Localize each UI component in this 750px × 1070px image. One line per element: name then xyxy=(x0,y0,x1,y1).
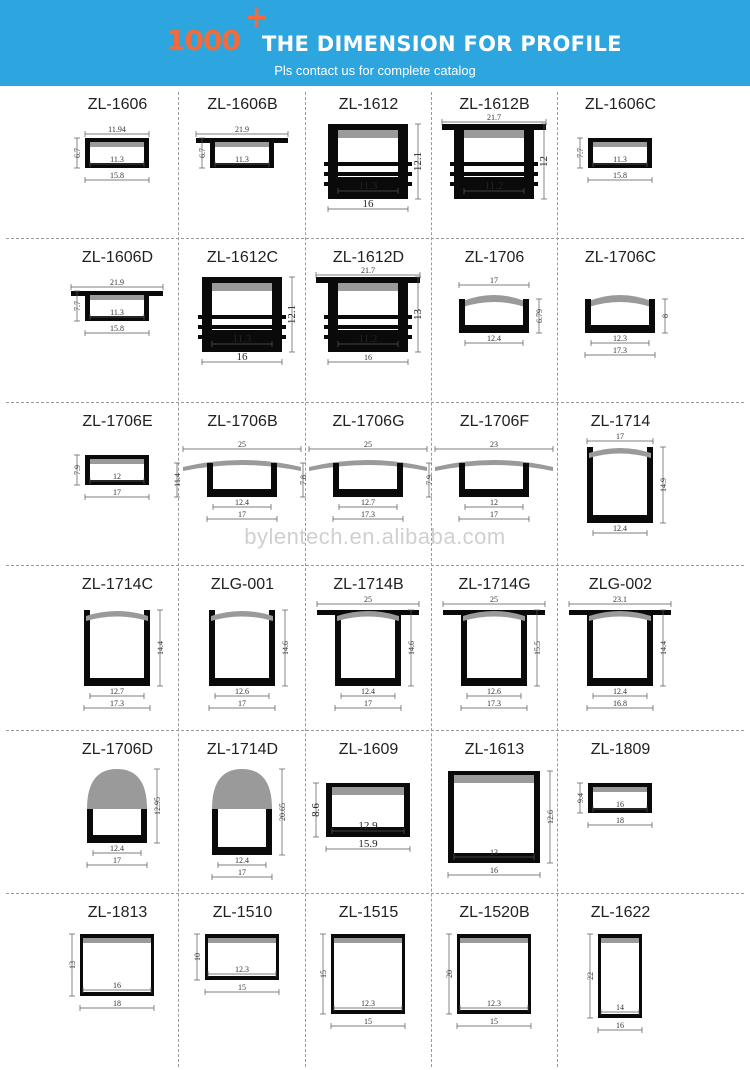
profile-drawing xyxy=(306,596,431,728)
profile-body xyxy=(335,610,401,686)
profile-drawing xyxy=(55,596,180,728)
banner-plus: + xyxy=(244,0,270,35)
profile-cell xyxy=(180,566,305,730)
profile-cell xyxy=(55,894,180,1064)
profile-name: ZL-1706F xyxy=(459,413,530,430)
dimension-label: 12 xyxy=(490,498,498,507)
profile-drawing xyxy=(55,433,180,563)
dimension-label: 16 xyxy=(616,800,624,809)
dimension-label: 11.3 xyxy=(110,155,124,164)
profile-cover xyxy=(334,938,402,943)
profile-cover xyxy=(90,295,144,300)
profile-cover xyxy=(464,130,524,138)
profile-name: ZL-1515 xyxy=(338,904,399,921)
dimension-label: 16 xyxy=(113,981,121,990)
profile-body xyxy=(209,610,275,686)
dimension-label: 17.3 xyxy=(613,346,627,355)
profile-drawing xyxy=(306,761,431,891)
dimension-label: 7.9 xyxy=(425,475,434,485)
profile-name: ZL-1606 xyxy=(87,96,148,113)
dimension-label: 12 xyxy=(113,472,121,481)
profile-drawing xyxy=(432,924,557,1062)
profile-body xyxy=(84,610,150,686)
profile-drawing xyxy=(558,433,683,563)
dimension-label: 7.7 xyxy=(576,148,585,158)
dimension-label: 13 xyxy=(490,848,498,857)
profile-body xyxy=(587,447,653,523)
profile-name: ZL-1622 xyxy=(590,904,651,921)
profile-drawing xyxy=(180,269,305,400)
dimension-label: 14.9 xyxy=(659,478,668,492)
profile-drawing xyxy=(558,269,683,400)
dimension-label: 18 xyxy=(113,999,121,1008)
dimension-label: 16 xyxy=(490,866,498,875)
profile-drawing xyxy=(432,269,557,400)
profile-drawing xyxy=(306,924,431,1062)
profile-cell xyxy=(432,566,557,730)
dimension-label: 12.4 xyxy=(487,334,501,343)
profile-body xyxy=(333,463,403,497)
dimension-label: 11.3 xyxy=(110,308,124,317)
profile-cover xyxy=(212,283,272,291)
dimension-label: 21.9 xyxy=(110,278,124,287)
profile-drawing xyxy=(55,924,180,1062)
profile-drawing xyxy=(306,266,431,400)
profile-name: ZL-1706 xyxy=(464,249,525,266)
profile-cover xyxy=(183,460,301,471)
dimension-label: 15.8 xyxy=(110,324,124,333)
dimension-label: 11.2 xyxy=(484,180,504,192)
profile-body xyxy=(459,463,529,497)
dimension-label: 18 xyxy=(616,816,624,825)
profile-body xyxy=(207,463,277,497)
profile-name: ZL-1520B xyxy=(459,904,530,921)
profile-fin xyxy=(450,162,538,166)
profile-cover xyxy=(463,295,525,307)
profile-cover xyxy=(589,448,651,458)
dimension-label: 17 xyxy=(238,699,246,708)
profile-cover xyxy=(332,787,404,795)
profile-body xyxy=(587,610,653,686)
profile-cover xyxy=(215,142,269,147)
profile-cover xyxy=(601,938,639,943)
dimension-label: 17 xyxy=(490,510,498,519)
dimension-label: 16 xyxy=(616,1021,624,1030)
profile-cell xyxy=(180,894,305,1064)
dimension-label: 12.6 xyxy=(546,810,555,824)
dimension-label: 17 xyxy=(113,488,121,497)
profile-name: ZL-1706B xyxy=(207,413,278,430)
profile-cell xyxy=(306,239,431,402)
dimension-label: 12.3 xyxy=(487,999,501,1008)
profile-name: ZL-1606B xyxy=(207,96,278,113)
dimension-label: 12.7 xyxy=(110,687,124,696)
dimension-label: 25 xyxy=(364,440,372,449)
dimension-label: 25 xyxy=(364,595,372,604)
dimension-label: 17 xyxy=(616,432,624,441)
dimension-label: 13 xyxy=(68,961,77,969)
dimension-label: 14.6 xyxy=(281,641,290,655)
profile-cover xyxy=(83,938,151,943)
profile-drawing xyxy=(558,116,683,236)
profile-drawing xyxy=(558,761,683,891)
dimension-label: 11.2 xyxy=(358,333,378,345)
profile-name: ZL-1706E xyxy=(82,413,153,430)
dimension-label: 15.5 xyxy=(533,641,542,655)
profile-name: ZL-1606C xyxy=(584,96,657,113)
dimension-label: 21.7 xyxy=(487,113,501,122)
profile-cell xyxy=(558,86,683,238)
profile-cover xyxy=(90,459,144,464)
profile-cover xyxy=(460,938,528,943)
profile-cell xyxy=(558,731,683,893)
profile-cell xyxy=(306,731,431,893)
dimension-label: 11.3 xyxy=(358,180,378,192)
profile-name: ZL-1706C xyxy=(584,249,657,266)
profile-body xyxy=(461,610,527,686)
profile-fin xyxy=(450,172,538,176)
profile-cover xyxy=(435,460,553,471)
profile-cell xyxy=(558,894,683,1064)
profile-body xyxy=(87,809,147,843)
profile-name: ZLG-001 xyxy=(210,576,275,593)
profile-cell xyxy=(55,403,180,565)
dimension-label: 16.8 xyxy=(613,699,627,708)
profile-drawing xyxy=(180,924,305,1062)
dimension-label: 17 xyxy=(113,856,121,865)
watermark: bylentech.en.alibaba.com xyxy=(244,524,506,549)
profile-cell xyxy=(432,894,557,1064)
dimension-label: 17 xyxy=(490,276,498,285)
dimension-label: 12.1 xyxy=(286,304,298,325)
profile-cell xyxy=(558,566,683,730)
dimension-label: 21.7 xyxy=(361,266,375,275)
dimension-label: 22 xyxy=(586,972,595,980)
profile-name: ZL-1706G xyxy=(332,413,405,430)
profile-cover xyxy=(338,130,398,138)
dimension-label: 16 xyxy=(362,198,374,210)
profile-name: ZL-1606D xyxy=(81,249,154,266)
profile-cover xyxy=(90,142,144,147)
dimension-label: 17.3 xyxy=(487,699,501,708)
dimension-label: 15.8 xyxy=(613,171,627,180)
dimension-label: 17.3 xyxy=(361,510,375,519)
profile-drawing xyxy=(558,924,683,1062)
profile-cover xyxy=(593,142,647,147)
profile-drawing xyxy=(432,761,557,891)
profile-cell xyxy=(432,239,557,402)
dimension-label: 14.4 xyxy=(156,641,165,655)
profile-name: ZL-1612B xyxy=(459,96,530,113)
profile-cell xyxy=(55,86,180,238)
profile-drawing xyxy=(180,596,305,728)
dimension-label: 11.3 xyxy=(613,155,627,164)
profile-name: ZL-1714G xyxy=(458,576,531,593)
profile-name: ZL-1612C xyxy=(206,249,279,266)
dimension-label: 25 xyxy=(238,440,246,449)
header-banner xyxy=(0,0,750,86)
profile-cell xyxy=(425,403,557,565)
dimension-label: 23 xyxy=(490,440,498,449)
profile-cell xyxy=(173,403,305,565)
dimension-label: 12.6 xyxy=(235,687,249,696)
profile-drawing xyxy=(180,761,305,891)
dimension-label: 9.4 xyxy=(576,793,585,803)
dimension-label: 11.4 xyxy=(173,473,182,487)
profile-name: ZL-1612 xyxy=(338,96,399,113)
banner-subtitle: Pls contact us for complete catalog xyxy=(274,63,476,78)
profile-cell xyxy=(432,86,557,238)
dimension-label: 13 xyxy=(412,309,424,320)
dimension-label: 23.1 xyxy=(613,595,627,604)
profile-channel xyxy=(454,781,534,853)
profile-cell xyxy=(306,566,431,730)
dimension-label: 12.1 xyxy=(412,151,424,172)
profile-name: ZL-1613 xyxy=(464,741,525,758)
profile-cover xyxy=(593,787,647,792)
dimension-label: 17 xyxy=(238,868,246,877)
dimension-label: 12.4 xyxy=(361,687,375,696)
dimension-label: 12.4 xyxy=(235,856,249,865)
dimension-label: 12.7 xyxy=(361,498,375,507)
profile-cover xyxy=(309,460,427,471)
dimension-label: 15.9 xyxy=(358,838,378,850)
dimension-label: 17.3 xyxy=(110,699,124,708)
dimension-label: 7.8 xyxy=(299,475,308,485)
dimension-label: 12.3 xyxy=(361,999,375,1008)
dimension-label: 7.9 xyxy=(73,465,82,475)
dimension-label: 14.4 xyxy=(659,641,668,655)
profile-cover xyxy=(211,611,273,621)
dimension-label: 17 xyxy=(364,699,372,708)
dimension-label: 12.3 xyxy=(613,334,627,343)
profile-drawing xyxy=(180,116,305,236)
dimension-label: 11.94 xyxy=(108,125,126,134)
dimension-label: 12.4 xyxy=(110,844,124,853)
profile-name: ZL-1714B xyxy=(333,576,404,593)
profile-cell xyxy=(558,239,683,402)
dimension-label: 20.65 xyxy=(278,803,287,821)
profile-cover xyxy=(589,295,651,307)
profile-cell xyxy=(180,239,305,402)
banner-title: THE DIMENSION FOR PROFILE xyxy=(262,32,622,56)
dimension-label: 11.3 xyxy=(235,155,249,164)
profile-name: ZL-1714 xyxy=(590,413,651,430)
profile-grid xyxy=(0,86,750,1070)
dimension-label: 12.6 xyxy=(487,687,501,696)
profile-drawing xyxy=(425,433,557,563)
profile-cover xyxy=(212,769,272,809)
profile-fin xyxy=(324,162,412,166)
dimension-label: 21.9 xyxy=(235,125,249,134)
profile-cell xyxy=(180,731,305,893)
banner-count: 1000 xyxy=(166,24,240,57)
dimension-label: 8.6 xyxy=(310,803,322,817)
profile-fin xyxy=(324,172,412,176)
profile-cell xyxy=(55,239,180,402)
profile-fin xyxy=(198,315,286,319)
profile-drawing xyxy=(432,113,557,236)
dimension-label: 17 xyxy=(238,510,246,519)
dimension-label: 15 xyxy=(319,970,328,978)
profile-body xyxy=(212,809,272,855)
profile-name: ZL-1809 xyxy=(590,741,651,758)
dimension-label: 6.79 xyxy=(535,309,544,323)
dimension-label: 12.95 xyxy=(153,797,162,815)
profile-fin xyxy=(324,315,412,319)
profile-cover xyxy=(338,283,398,291)
dimension-label: 14.6 xyxy=(407,641,416,655)
dimension-label: 12.3 xyxy=(235,965,249,974)
dimension-label: 7.7 xyxy=(73,301,82,311)
profile-cover xyxy=(86,611,148,621)
dimension-label: 16 xyxy=(364,353,372,362)
profile-cover xyxy=(208,938,276,943)
profile-name: ZL-1510 xyxy=(212,904,273,921)
dimension-label: 15 xyxy=(238,983,246,992)
dimension-label: 6.7 xyxy=(198,148,207,158)
profile-cell xyxy=(55,566,180,730)
dimension-label: 6.7 xyxy=(73,148,82,158)
profile-fin xyxy=(324,325,412,329)
dimension-label: 15 xyxy=(364,1017,372,1026)
profile-cell xyxy=(55,731,180,893)
profile-name: ZL-1609 xyxy=(338,741,399,758)
dimension-label: 15 xyxy=(490,1017,498,1026)
profile-name: ZL-1714C xyxy=(81,576,154,593)
profile-cell xyxy=(306,86,431,238)
dimension-label: 25 xyxy=(490,595,498,604)
dimension-label: 10 xyxy=(193,953,202,961)
profile-cover xyxy=(87,769,147,809)
profile-fin xyxy=(198,325,286,329)
dimension-label: 20 xyxy=(445,970,454,978)
dimension-label: 12 xyxy=(538,156,550,167)
dimension-label: 14 xyxy=(616,1003,624,1012)
profile-drawing xyxy=(55,761,180,891)
dimension-label: 12.9 xyxy=(358,820,378,832)
dimension-label: 11.3 xyxy=(232,333,252,345)
profile-drawing xyxy=(558,596,683,728)
profile-name: ZL-1813 xyxy=(87,904,148,921)
dimension-label: 8 xyxy=(661,314,670,318)
profile-cell xyxy=(306,894,431,1064)
profile-cell xyxy=(180,86,305,238)
profile-drawing xyxy=(55,269,180,400)
dimension-label: 12.4 xyxy=(613,687,627,696)
profile-cell xyxy=(558,403,683,565)
dimension-label: 12.4 xyxy=(235,498,249,507)
profile-drawing xyxy=(55,116,180,236)
profile-name: ZL-1612D xyxy=(332,249,405,266)
dimension-label: 16 xyxy=(236,351,248,363)
profile-drawing xyxy=(432,596,557,728)
profile-name: ZL-1714D xyxy=(206,741,279,758)
profile-name: ZLG-002 xyxy=(588,576,653,593)
profile-cover xyxy=(454,775,534,783)
dimension-label: 12.4 xyxy=(613,524,627,533)
profile-drawing xyxy=(306,116,431,236)
profile-name: ZL-1706D xyxy=(81,741,154,758)
profile-drawing xyxy=(173,433,305,563)
profile-cell xyxy=(432,731,557,893)
dimension-label: 15.8 xyxy=(110,171,124,180)
